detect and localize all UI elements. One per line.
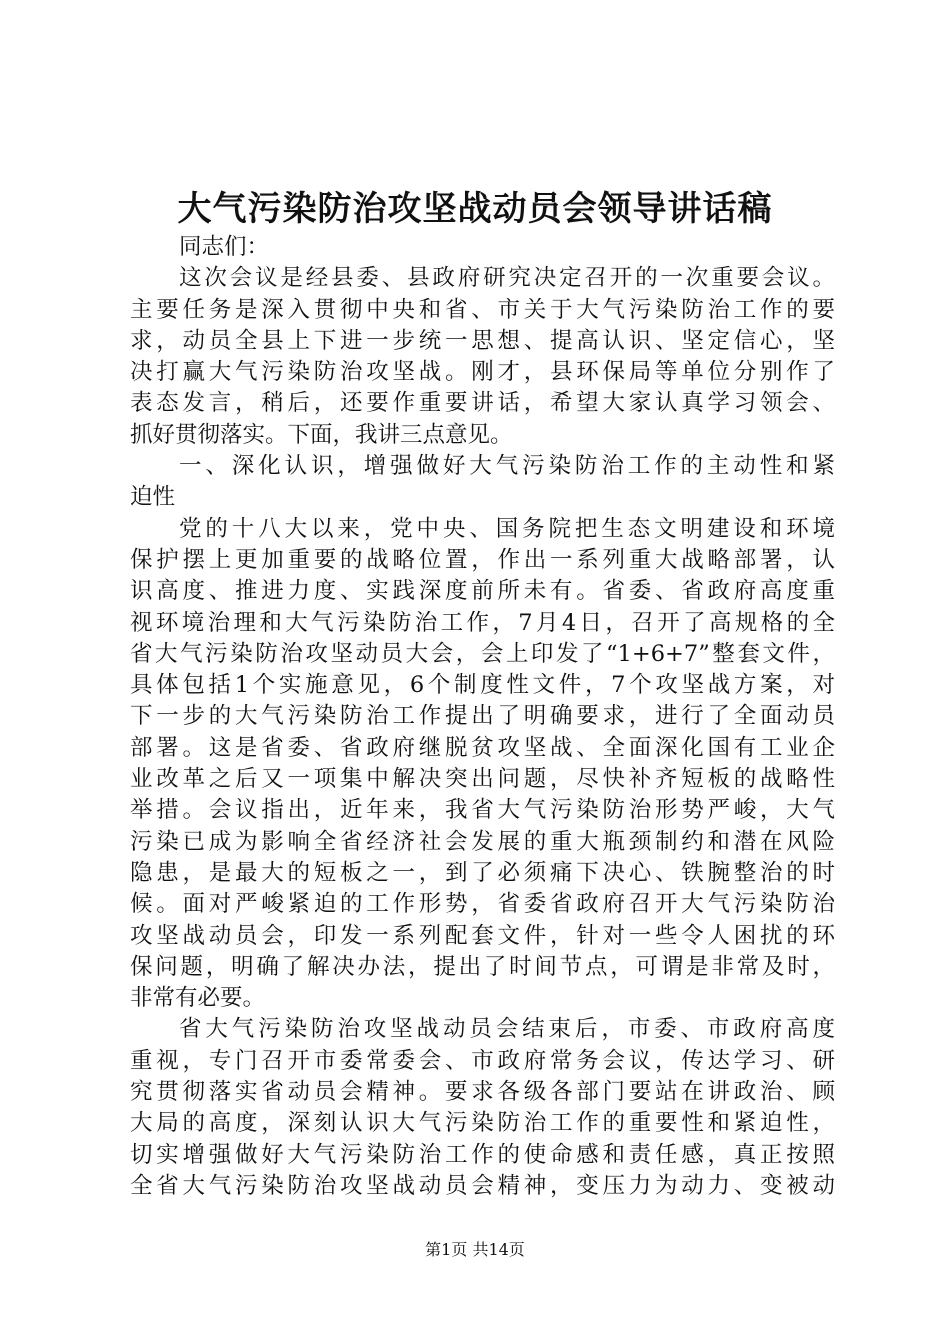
text-line: 污染已成为影响全省经济社会发展的重大瓶颈制约和潜在风险 <box>130 828 835 855</box>
text-line: 保问题，明确了解决办法，提出了时间节点，可谓是非常及时， <box>130 953 835 980</box>
text-line: 切实增强做好大气污染防治工作的使命感和责任感，真正按照 <box>130 1141 835 1168</box>
text-line: 攻坚战动员会，印发一系列配套文件，针对一些令人困扰的环 <box>130 922 835 949</box>
section-heading-line: 一、深化认识，增强做好大气污染防治工作的主动性和紧 <box>179 453 835 480</box>
text-line: 究贯彻落实省动员会精神。要求各级各部门要站在讲政治、顾 <box>130 1079 835 1106</box>
text-line: 省大气污染防治攻坚动员大会，会上印发了“1+6+7”整套文件， <box>130 640 835 667</box>
text-line: 视环境治理和大气污染防治工作，7月4日，召开了高规格的全 <box>130 609 835 636</box>
document-title: 大气污染防治攻坚战动员会领导讲话稿 <box>177 189 773 229</box>
text-line: 具体包括1个实施意见，6个制度性文件，7个攻坚战方案，对 <box>130 672 835 699</box>
document-body <box>130 232 835 1202</box>
text-line: 举措。会议指出，近年来，我省大气污染防治形势严峻，大气 <box>130 797 835 824</box>
text-line: 抓好贯彻落实。下面，我讲三点意见。 <box>130 421 513 448</box>
text-line: 隐患，是最大的短板之一，到了必须痛下决心、铁腕整治的时 <box>130 859 835 886</box>
salutation-line: 同志们： <box>179 234 270 260</box>
text-line: 候。面对严峻紧迫的工作形势，省委省政府召开大气污染防治 <box>130 891 835 918</box>
page-number-footer: 第1页 共14页 <box>425 1240 525 1259</box>
text-line: 下一步的大气污染防治工作提出了明确要求，进行了全面动员 <box>130 703 835 730</box>
text-line: 这次会议是经县委、县政府研究决定召开的一次重要会议。 <box>179 265 835 292</box>
text-line: 全省大气污染防治攻坚战动员会精神，变压力为动力、变被动 <box>130 1172 835 1199</box>
text-line: 决打赢大气污染防治攻坚战。刚才，县环保局等单位分别作了 <box>130 359 835 386</box>
text-line: 党的十八大以来，党中央、国务院把生态文明建设和环境 <box>179 515 835 542</box>
section-heading-line: 迫性 <box>130 484 176 511</box>
text-line: 重视，专门召开市委常委会、市政府常务会议，传达学习、研 <box>130 1047 835 1074</box>
text-line: 主要任务是深入贯彻中央和省、市关于大气污染防治工作的要 <box>130 296 835 323</box>
text-line: 非常有必要。 <box>130 985 266 1012</box>
text-line: 大局的高度，深刻认识大气污染防治工作的重要性和紧迫性， <box>130 1110 835 1137</box>
text-line: 求，动员全县上下进一步统一思想、提高认识、坚定信心，坚 <box>130 327 835 354</box>
text-line: 表态发言，稍后，还要作重要讲话，希望大家认真学习领会、 <box>130 390 835 417</box>
text-line: 业改革之后又一项集中解决突出问题，尽快补齐短板的战略性 <box>130 766 835 793</box>
text-line: 省大气污染防治攻坚战动员会结束后，市委、市政府高度 <box>179 1016 835 1043</box>
text-line: 部署。这是省委、省政府继脱贫攻坚战、全面深化国有工业企 <box>130 734 835 761</box>
text-line: 识高度、推进力度、实践深度前所未有。省委、省政府高度重 <box>130 578 835 605</box>
text-line: 保护摆上更加重要的战略位置，作出一系列重大战略部署，认 <box>130 546 835 573</box>
